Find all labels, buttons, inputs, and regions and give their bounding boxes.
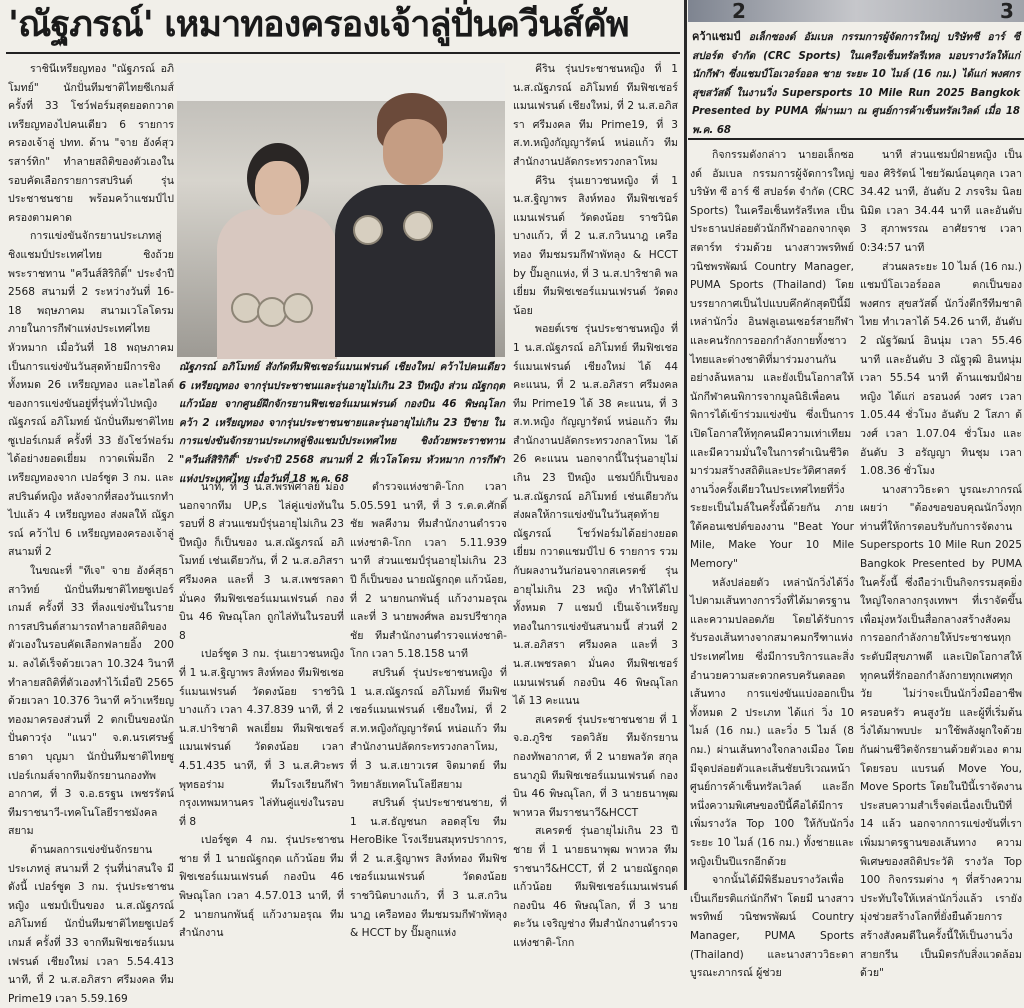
article-column-4 bbox=[513, 60, 678, 949]
paragraph: ส่วนผลระยะ 10 ไมล์ (16 กม.) แชมป์โอเวอร์ออล ตกเป็นของ พงศกร สุขสวัสดิ์ นักวิ่งตีกรีทีมชาติไทย ทำเวลาได้ 54.26 นาที, อันดับ 2 ณัฐวัฒน์ อินนุ่ม เวลา 55.46 นาที และอันดับ 3 ณัฐวุฒิ อินหนุ่ม เวลา 55.54 นาที ด้านแชมป์ฝ่ายหญิง ได้แก่ อรอนงค์ วงศร เวลา 1.05.44 ชั่วโมง อันดับ 2 โสภา ต้วงศ์ เวลา 1.07.04 ชั่วโมง และอันดับ 3 อรัญญา ทินชุม เวลา 1.08.36 ชั่วโมง bbox=[860, 260, 1022, 478]
medal-icon bbox=[403, 211, 433, 241]
running-photo-caption bbox=[692, 28, 1020, 141]
paragraph: การแข่งขันจักรยานประเภทลู่ชิงแชมป์ประเทศไทย ชิงถ้วยพระราชทาน "ควีนส์สิริกิติ์" ประจำปี 2568 สนามที่ 2 ระหว่างวันที่ 16-18 พฤษภาคม สนามเวโลโดรม ภายในการกีฬาแห่งประเทศไทย หัวหมาก เมื่อวันที่ 18 พฤษภาคม เป็นการแข่งขันวันสุดท้ายมีการชิงทั้งหมด 26 เหรียญทอง และไฮไลต์ของการแข่งขันอยู่ที่รุ่นทั่วไปหญิง ณัฐภรณ์ อภิโมทย์ นักปั่นทีมชาติไทยซูเปอร์เกมส์ ครั้งที่ 33 ยังโชว์ฟอร์มได้อย่างยอดเยี่ยม กวาดเพิ่มอีก 2 เหรียญทองจาก เปอร์ซูต 3 กม. และสปรินต์หญิง หลังจากที่สองวันแรกทำไปแล้ว 4 เหรียญทอง ส่งผลให้ ณัฐภรณ์ คว้าไป 6 เหรียญทองครองเจ้าลู่สนามที่ 2 bbox=[8, 230, 174, 559]
paragraph: เปอร์ซูต 4 กม. รุ่นประชาชนชาย ที่ 1 นายณัฐกฤต แก้วน้อย ทีมฟิชเชอร์แมนเฟรนด์ กองบิน 46 พิษณุโลก เวลา 4.57.013 นาที, ที่ 2 นายกนกพันธุ์ แก้วงามอรุณ ทีมสำนักงาน bbox=[179, 834, 344, 940]
medal-icon bbox=[257, 297, 287, 327]
female-cyclist-figure bbox=[217, 143, 337, 357]
paragraph: คีริน รุ่นเยาวชนหญิง ที่ 1 น.ส.ฐิญาพร สิงห์ทอง ทีมฟิชเชอร์แมนเฟรนด์ วัดดงน้อย ราชวินิตบางแก้ว, ที่ 2 น.ส.กวินนาฎ เครือทอง ทีมชมรมกีฬาพัทลุง & HCCT by ปั๊มลูกแห่ง, ที่ 3 น.ส.ปาริชาติ พลเยี่ยม ทีมฟิชเชอร์แมนเฟรนด์ วัดดงน้อย bbox=[513, 174, 678, 317]
running-column-1 bbox=[690, 146, 854, 980]
paragraph: เปอร์ซูต 3 กม. รุ่นเยาวชนหญิง ที่ 1 น.ส.ฐิญาพร สิงห์ทอง ทีมฟิชเชอร์แมนเฟรนด์ วัดดงน้อย ราชวินิบางแก้ว เวลา 4.37.839 นาที, ที่ 2 น.ส.ปาริชาติ พลเยี่ยม ทีมฟิชเชอร์แมนเฟรนด์ วัดดงน้อย เวลา 4.51.435 นาที, ที่ 3 น.ส.ศิวะพร พุทธอร่าม ทีมโรงเรียนกีฬากรุงเทพมหานคร ไล่ทันคู่แข่งในรอบที่ 8 bbox=[179, 648, 344, 828]
podium-number: 3 bbox=[1000, 0, 1014, 23]
caption-text: อเล็กซองด์ อัมเบล กรรมการผู้จัดการใหญ่ บริษัทซี อาร์ ซี สปอร์ต จำกัด (CRC Sports) ในเครือเซ็นทรัลรีเทล มอบรางวัลให้แก่นักกีฬา ซึ่งแชมป์โอเวอร์ออล ชาย ระยะ 10 ไมล์ (16 กม.) ได้แก่ พงศกร สุขสวัสดิ์ ในงานวิ่ง Supersports 10 Mile Run 2025 Bangkok Presented by PUMA ที่ผ่านมา ณ ศูนย์การค้าเซ็นทรัลเวิลด์ เมื่อ 18 พ.ค. 68 bbox=[692, 32, 1020, 136]
paragraph: ตำรวจแห่งชาติ-โกก เวลา 5.05.591 นาที, ที่ 3 ร.ต.ต.ศักดิ์ชัย พลคีงาม ทีมสำนักงานตำรวจแห่งชาติ-โกก เวลา 5.11.939 นาที ส่วนแชมป์รุ่นอายุไม่เกิน 23 ปี ก็เป็นของ นายณัฐกฤต แก้วน้อย, ที่ 2 นายกนกพันธุ์ แก้วงามอรุณ และที่ 3 นายพงศ์พล อมรปรีชากุลชัย ทีมสำนักงานตำรวจแห่งชาติ-โกก เวลา 5.18.158 นาที bbox=[350, 481, 507, 661]
male-cyclist-figure bbox=[335, 93, 495, 357]
paragraph: คีริน รุ่นประชาชนหญิง ที่ 1 น.ส.ณัฐภรณ์ อภิโมทย์ ทีมฟิชเชอร์แมนเฟรนด์ เชียงใหม่, ที่ 2 น.ส.อภิสรา ศรีมงคล ทีม Prime19, ที่ 3 ส.ท.หญิงกัญญารัตน์ หน่อแก้ว ทีมสำนักงานปลัดกระทรวงกลาโหม bbox=[513, 63, 678, 168]
paragraph: ด้านผลการแข่งขันจักรยานประเภทลู่ สนามที่ 2 รุ่นที่น่าสนใจ มีดังนี้ เปอร์ซูต 3 กม. รุ่นประชาชนหญิง แชมป์เป็นของ น.ส.ณัฐภรณ์ อภิโมทย์ นักปั่นทีมชาติไทยซูเปอร์เกมส์ ครั้งที่ 33 จากทีมฟิชเชอร์แมนเฟรนด์ เชียงใหม่ เวลา 5.54.413 นาที, ที่ 2 น.ส.อภิสรา ศรีมงคล ทีม Prime19 เวลา 5.59.169 bbox=[8, 843, 174, 1005]
podium-number: 2 bbox=[732, 0, 746, 23]
paragraph: ราชินีเหรียญทอง "ณัฐภรณ์ อภิโมทย์" นักปั่นทีมชาติไทยซีเกมส์ ครั้งที่ 33 โชว์ฟอร์มสุดยอดกวาดเหรียญทองไปคนเดียว 6 รายการ ครองเจ้าลู่ ปทท. ด้าน "จาย อังค์สุวรสาร์ทิก" ทำลายสถิติของตัวเองในรอบคัดเลือกรายการสปรินต์ รุ่นประชาชนชาย พร้อมคว้าแชมป์ไปครองตามคาด bbox=[8, 63, 174, 224]
paragraph: กิจกรรมดังกล่าว นายอเล็กซองด์ อัมเบล กรรมการผู้จัดการใหญ่ บริษัท ซี อาร์ ซี สปอร์ต จำกัด (CRC Sports) ในเครือเซ็นทรัลรีเทล เป็นประธานปล่อยตัวนักกีฬาออกจากจุดสตาร์ท ร่วมด้วย นางสาวพรทิพย์ วนิชพรพัฒน์ Country Manager, PUMA Sports (Thailand) โดยบรรยากาศเป็นไปแบบคึกคักสุดปีนี้มีเหล่านักวิ่ง อินฟลูเอนเซอร์สายกีฬาและคนรักการออกกำลังกายทั้งชาวไทยและต่างชาติที่มาร่วมงานกันอย่างล้นหลาม และยังเป็นโอกาสให้นักกีฬาคนพิการจากมูลนิธิเพื่อคนพิการได้เข้าร่วมแข่งขัน ซึ่งเป็นการเปิดโอกาสให้ทุกคนมีความเท่าเทียม และมีความมั่นใจในการดำเนินชีวิต มาร่วมสร้างสถิติและประวัติศาสตร์งานวิ่งครั้งเดียวในประเทศไทยที่วิ่งระยะเป็นไมล์ในครั้งนี้ด้วยกัน ภายใต้คอนเซปต์ของงาน "Beat Your Mile, Make Your 10 Mile Memory" bbox=[690, 149, 854, 571]
column-divider bbox=[684, 0, 687, 890]
medal-icon bbox=[353, 215, 383, 245]
headline-rule bbox=[6, 52, 680, 54]
event-photo-strip bbox=[688, 0, 1024, 22]
running-column-2 bbox=[860, 146, 1022, 980]
paragraph: พอยต์เรซ รุ่นประชาชนหญิง ที่ 1 น.ส.ณัฐภรณ์ อภิโมทย์ ทีมฟิชเชอร์แมนเฟรนด์ เชียงใหม่ ได้ 44 คะแนน, ที่ 2 น.ส.อภิสรา ศรีมงคล ทีม Prime19 ได้ 38 คะแนน, ที่ 3 ส.ท.หญิง กัญญารัตน์ หน่อแก้ว ทีมสำนักงานปลัดกระทรวงกลาโหม ได้ 26 คะแนน นอกจากนี้ในรุ่นอายุไม่เกิน 23 ปีหญิง แชมป์ก็เป็นของ น.ส.ณัฐภรณ์ อภิโมทย์ เช่นเดียวกัน ส่งผลให้การแข่งขันในวันสุดท้าย ณัฐภรณ์ โชว์ฟอร์มได้อย่างยอดเยี่ยม กวาดแชมป์ไป 6 รายการ รวมกับผลงานวันก่อนจากสเครตช์ รุ่นอายุไม่เกิน 23 หญิง ทำให้ได้ไปทั้งหมด 7 แชมป์ เป็นเจ้าเหรียญทองในการแข่งขันสนามนี้ ส่วนที่ 2 น.ส.อภิสรา ศรีมงคล และที่ 3 น.ส.เพชรลดา มั่นคง ทีมฟิชเชอร์แมนเฟรนด์ กองบิน 46 พิษณุโลก ได้ 13 คะแนน bbox=[513, 323, 678, 708]
paragraph: สเครตช์ รุ่นอายุไม่เกิน 23 ปีชาย ที่ 1 นายธนาพุฒ พาหวล ทีมราชนาวี&HCCT, ที่ 2 นายณัฐกฤต แก้วน้อย ทีมฟิชเชอร์แมนเฟรนด์ กองบิน 46 พิษณุโลก, ที่ 3 นายตะวัน เจริญช่าง ทีมสำนักงานตำรวจแห่งชาติ-โกก bbox=[513, 825, 678, 949]
medal-icon bbox=[283, 293, 313, 323]
paragraph: นางสาววิธะดา บูรณะภากรณ์ เผยว่า "ต้องขอขอบคุณนักวิ่งทุกท่านที่ให้การตอบรับกับการจัดงาน Supersports 10 Mile Run 2025 Bangkok Presented by PUMA ในครั้งนี้ ซึ่งถือว่าเป็นกิจกรรมสุดยิ่งใหญ่ใจกลางกรุงเทพฯ ที่เราจัดขึ้นเพื่อมุ่งหวังเป็นสื่อกลางสร้างสังคมการออกกำลังกายให้ประชาชนทุกระดับมีสุขภาพดี และเปิดโอกาสให้ทุกคนที่รักออกกำลังกายทุกเพศทุกวัย ไม่ว่าจะเป็นนักวิ่งมืออาชีพ ครอบครัว คนสูงวัย และผู้ที่เริ่มต้นวิ่งได้มาพบปะ มาใช้พลังผูกใจด้วยกันผ่านชีวิตจักรยานด้วยตัวเอง ตามโดยรอบ แบรนด์ Move You, Move Sports โดยในปีนี้เราจัดงานประสบความสำเร็จต่อเนื่องเป็นปีที่ 14 แล้ว นอกจากการแข่งขันที่เราเพิ่มมาตรฐานของเส้นทาง ความพิเศษของสถิติประวัติ รางวัล Top 100 กิจกรรมต่าง ๆ ที่สร้างความประทับใจให้เหล่านักวิ่งแล้ว เรายังมุ่งช่วยสร้างโลกที่ยั่งยืนด้วยการสร้างสังคมดีในครั้งนี้ให้เป็นงานวิ่งสายกรีน เป็นมิตรกับสิ่งแวดล้อมด้วย" bbox=[860, 483, 1022, 980]
paragraph: นาที, ที่ 3 น.ส.พรพิศาลย์ ม่องนอกจากทีม UP,s ไล่คู่แข่งทันในรอบที่ 8 ส่วนแชมป์รุ่นอายุไม่เกิน 23 ปีหญิง ก็เป็นของ น.ส.ณัฐภรณ์ อภิโมทย์ เช่นเดียวกัน, ที่ 2 น.ส.อภิสรา ศรีมงคล และที่ 3 น.ส.เพชรลดา มั่นคง ทีมฟิชเชอร์แมนเฟรนด์ กองบิน 46 พิษณุโลก ถูกไล่ทันในรอบที่ 8 bbox=[179, 481, 344, 642]
paragraph: นาที ส่วนแชมป์ฝ่ายหญิง เป็นของ ศิริรัตน์ ไชยวัฒน์อนุตกุล เวลา 34.42 นาที, อันดับ 2 ภรจริม นิลยนิมิต เวลา 34.44 นาที และอันดับ 3 สุภาพรรณ อาศัยราช เวลา 0:34:57 นาที bbox=[860, 149, 1022, 254]
photo-caption: ณัฐภรณ์ อภิโมทย์ สังกัดทีมฟิชเชอร์แมนเฟรนด์ เชียงใหม่ คว้าไปคนเดียว 6 เหรียญทอง จากรุ่นประชาชนและรุ่นอายุไม่เกิน 23 ปีหญิง ส่วน ณัฐกฤต แก้วน้อย จากศูนย์ฝึกจักรยานฟิชเชอร์แมนเฟรนด์ กองบิน 46 พิษณุโลก คว้า 2 เหรียญทอง จากรุ่นประชาชนชายและรุ่นอายุไม่เกิน 23 ปีชาย ในการแข่งขันจักรยานประเภทลู่ชิงแชมป์ประเทศไทย ชิงถ้วยพระราชทาน "ควีนส์สิริกิติ์" ประจำปี 2568 สนามที่ 2 ที่เวโลโดรม หัวหมาก การกีฬาแห่งประเทศไทย เมื่อวันที่ 18 พ.ค. 68 bbox=[179, 362, 505, 485]
paragraph: สเครตช์ รุ่นประชาชนชาย ที่ 1 จ.อ.ภูริช รอดวิลัย ทีมจักรยานกองทัพอากาศ, ที่ 2 นายพลวัต สกุลธนาภูมิ ทีมฟิชเชอร์แมนเฟรนด์ กองบิน 46 พิษณุโลก, ที่ 3 นายธนาพุฒ พาหวล ทีมราชนาวี&HCCT bbox=[513, 713, 678, 819]
article-column-2 bbox=[179, 478, 344, 940]
caption-rule bbox=[688, 138, 1024, 140]
headline: 'ณัฐภรณ์' เหมาทองครองเจ้าลู่ปั่นควีนส์คัพ bbox=[8, 4, 629, 45]
paragraph: สปรินต์ รุ่นประชาชนชาย, ที่ 1 น.ส.ธัญชนก ลอดสุโข ทีม HeroBike โรงเรียนสมุทรปราการ, ที่ 2 น.ส.ฐิญาพร สิงห์ทอง ทีมฟิชเชอร์แมนเฟรนด์ วัดดงน้อย ราชวินิตบางแก้ว, ที่ 3 น.ส.กวินนาฏ เครือทอง ทีมชมรมกีฬาพัทลุง & HCCT by ปั๊มลูกแห่ง bbox=[350, 797, 507, 940]
winners-photo bbox=[177, 63, 505, 357]
paragraph: จากนั้นได้มีพิธีมอบรางวัลเพื่อเป็นเกียรติแก่นักกีฬา โดยมี นางสาวพรทิพย์ วนิชพรพัฒน์ Country Manager, PUMA Sports (Thailand) และนางสาววิธะดา บูรณะภากรณ์ ผู้ช่วย bbox=[690, 874, 854, 980]
article-column-3 bbox=[350, 478, 507, 940]
paragraph: หลังปล่อยตัว เหล่านักวิ่งได้วิ่งไปตามเส้นทางการวิ่งที่ได้มาตรฐานและความปลอดภัย โดยได้รับการรับรองเส้นทางจากสมาคมกรีฑาแห่งประเทศไทย ซึ่งมีการบริการและสิ่งอำนวยความสะดวกครบครันตลอดเส้นทาง การแข่งขันแบ่งออกเป็นทั้งหมด 2 ประเภท ได้แก่ วิ่ง 10 ไมล์ (16 กม.) และวิ่ง 5 ไมล์ (8 กม.) ผ่านเส้นทางใจกลางเมือง โดยมีจุดปล่อยตัวและเส้นชัยบริเวณหน้าศูนย์การค้าเซ็นทรัลเวิลด์ และอีกหนึ่งความพิเศษของปีนี้คือได้มีการเพิ่มรางวัล Top 100 ให้กับนักวิ่งระยะ 10 ไมล์ (16 กม.) ทั้งชายและหญิงเป็นปีแรกอีกด้วย bbox=[690, 576, 854, 868]
caption-lead: คว้าแชมป์ bbox=[692, 30, 741, 43]
paragraph: สปรินต์ รุ่นประชาชนหญิง ที่ 1 น.ส.ณัฐภรณ์ อภิโมทย์ ทีมฟิชเชอร์แมนเฟรนด์ เชียงใหม่, ที่ 2 ส.ท.หญิงกัญญารัตน์ หน่อแก้ว ทีมสำนักงานปลัดกระทรวงกลาโหม, ที่ 3 น.ส.เยาวเรศ จิตมาตย์ ทีมวิทยาลัยเทคโนโลยีสยาม bbox=[350, 666, 507, 791]
paragraph: ในขณะที่ "ทีเจ" จาย อังค์สุธาสาวิทย์ นักปั่นทีมชาติไทยซูเปอร์เกมส์ ครั้งที่ 33 ที่ลงแข่งขันในรายการสปรินต์สามารถทำลายสถิติของตัวเองในรอบคัดเลือกฟลายอิ้ง 200 ม. ลงได้เร็จด้วยเวลา 10.324 วินาที ทำลายสถิติที่ตัวเองทำไว้เมื่อปี 2565 ด้วยเวลา 10.376 วินาที คว้าเหรียญทองมาครองส่วนที่ 2 ตกเป็นของนักปั่นดาวรุ่ง "แนว" จ.ต.นรเศรษฐ์ธาดา บุญมา นักปั่นทีมชาติไทยซูเปอร์เกมส์จากทีมจักรยานกองทัพอากาศ, ที่ 3 จ.อ.ธรฐน เพชรรัตน์ ทีมราชนาวี-เทคโนโลยีราชมังคลสยาม bbox=[8, 565, 174, 838]
running-article bbox=[688, 0, 1024, 980]
article-column-1 bbox=[8, 60, 174, 1005]
